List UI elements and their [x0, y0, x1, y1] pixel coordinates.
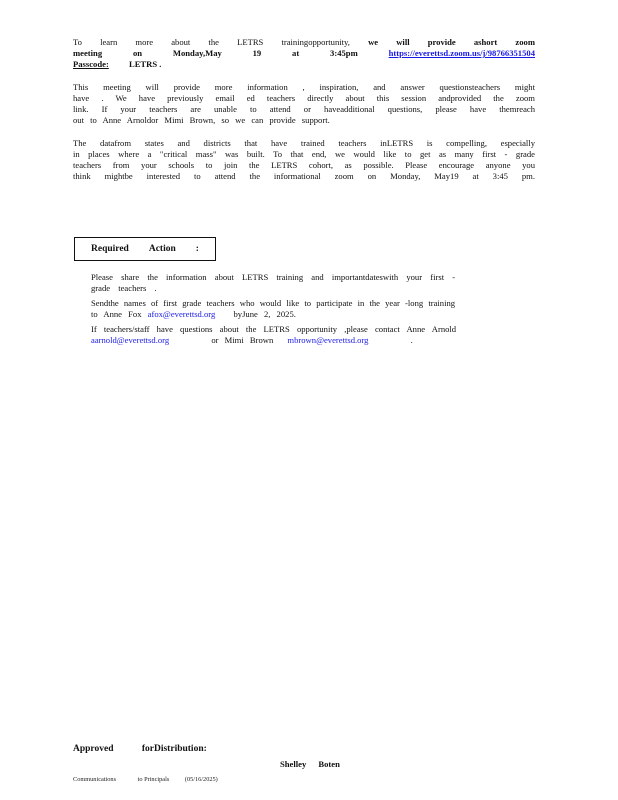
required-action-box	[74, 237, 216, 261]
para1-line2	[73, 48, 535, 59]
footer-date: (05/16/2025)	[184, 776, 218, 783]
list-item	[73, 298, 535, 320]
colon-label: :	[195, 244, 199, 254]
or-mimi-text: or Mimi Brown	[211, 335, 274, 345]
action-label: Action	[148, 244, 176, 254]
para3-line1: The datafrom states and districts that have trained teachers inLETRS is compelling, especially	[73, 138, 535, 148]
email-link-afox[interactable]: afox@everettsd.org	[147, 309, 216, 319]
bullet2-text: to Anne Fox	[91, 309, 142, 319]
footer-text: Communications	[73, 776, 117, 783]
bullet2-line1: Sendthe names of first grade teachers who would like to participate in the year -long training	[91, 298, 456, 308]
para2-line3: link. If your teachers are unable to attend or haveadditional questions, please have themreach	[73, 104, 535, 114]
period-text: .	[410, 335, 413, 345]
para3-line2: in places where a "critical mass" was built. To that end, we would like to get as many first - grade	[73, 149, 535, 159]
bullet-icon	[73, 298, 91, 320]
paragraph-zoom-info	[73, 37, 535, 70]
email-link-aarnold[interactable]: aarnold@everettsd.org	[91, 335, 170, 345]
list-item	[73, 324, 535, 346]
email-link-mbrown[interactable]: mbrown@everettsd.org	[287, 335, 369, 345]
para2-line4: out to Anne Arnoldor Mimi Brown, so we can provide support.	[73, 115, 330, 125]
signer-name: Shelley Boten	[280, 759, 340, 769]
para2-line1: This meeting will provide more information , inspiration, and answer questionsteachers might	[73, 82, 535, 92]
list-item	[73, 272, 535, 294]
approved-label: Approved	[73, 744, 114, 754]
bullet3-line1: If teachers/staff have questions about the LETRS opportunity ,please contact Anne Arnold	[91, 324, 457, 334]
required-label: Required	[91, 244, 129, 254]
para3-line4: think mightbe interested to attend the informational zoom on Monday, May19 at 3:45 pm.	[73, 171, 535, 181]
distribution-label: forDistribution:	[141, 744, 207, 754]
para3-line3: teachers from your schools to join the LETRS cohort, as possible. Please encourage anyone you	[73, 160, 535, 170]
footer-recipient: to Principals	[137, 776, 170, 783]
para1-bold-text: we will provide ashort zoom	[368, 37, 535, 47]
zoom-link[interactable]: https://everettsd.zoom.us/j/98766351504	[388, 48, 535, 58]
passcode-line	[73, 59, 535, 70]
para1-line1	[73, 37, 535, 48]
approval-line	[73, 744, 207, 754]
bullet-icon	[73, 272, 91, 294]
para1-text: To learn more about the LETRS trainingopportunity,	[73, 37, 350, 47]
para2-line2: have . We have previously email ed teachers directly about this session andprovided the zoom	[73, 93, 535, 103]
bullet3-line2	[91, 335, 535, 346]
document-body	[73, 37, 535, 194]
action-list	[73, 272, 535, 350]
bullet2-line2	[91, 309, 535, 320]
footer	[73, 776, 218, 783]
bullet1-line1: Please share the information about LETRS training and importantdateswith your first -	[91, 272, 456, 282]
deadline-text: byJune 2, 2025.	[233, 309, 296, 319]
bullet-icon	[73, 324, 91, 346]
meeting-date-text: meeting on Monday,May 19 at 3:45pm	[73, 48, 358, 58]
passcode-value: LETRS .	[128, 59, 162, 69]
paragraph-data	[73, 138, 535, 182]
paragraph-meeting-purpose	[73, 82, 535, 126]
bullet1-line2: grade teachers .	[91, 283, 157, 293]
passcode-label: Passcode:	[73, 59, 109, 69]
